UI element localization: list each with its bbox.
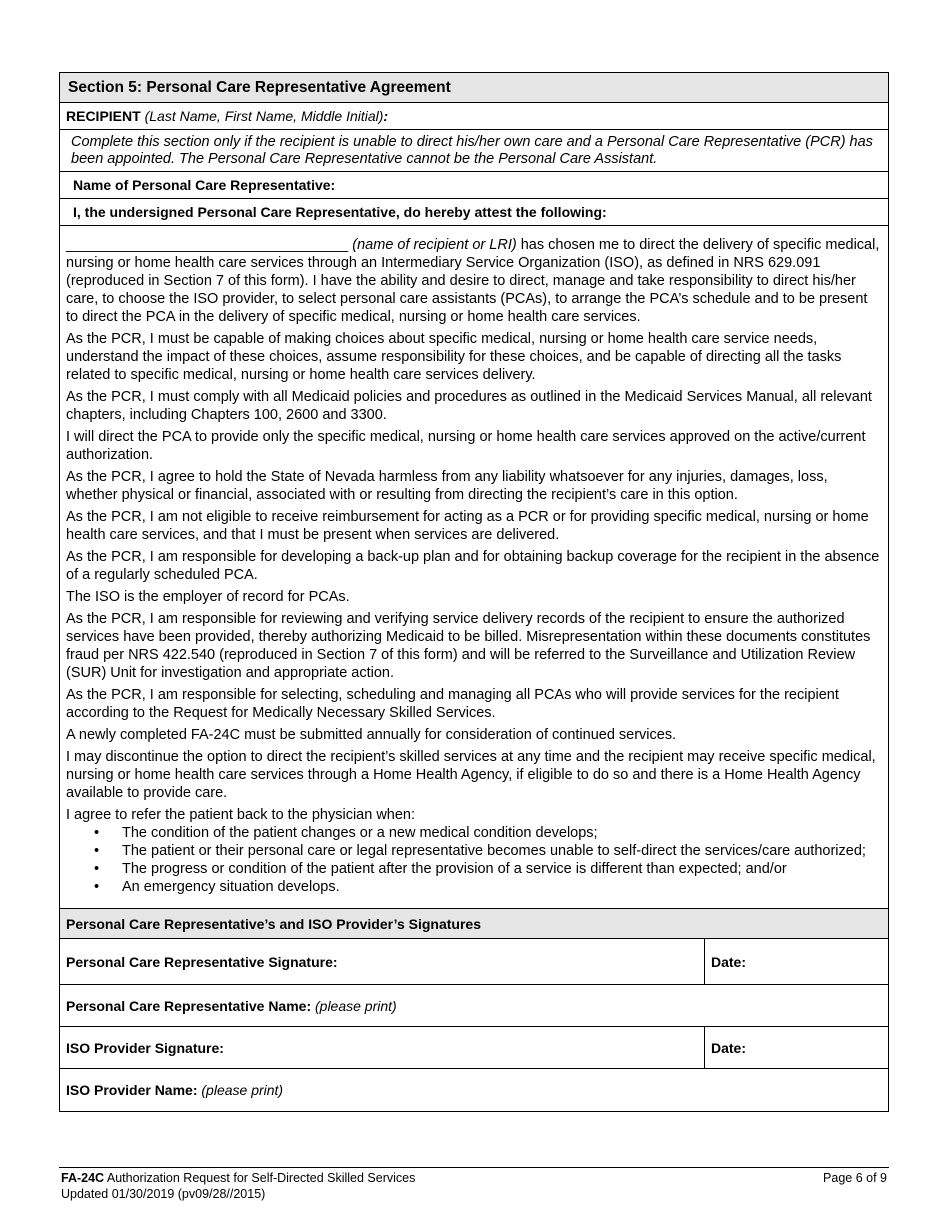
bullet-icon: • [94, 879, 100, 895]
paragraph: As the PCR, I am responsible for developing a back-up plan and for obtaining backup coverage for the recipient in the absence of a regularly scheduled PCA. [66, 549, 880, 583]
signatures-heading: Personal Care Representative’s and ISO Provider’s Signatures [60, 909, 888, 939]
section-title: Section 5: Personal Care Representative Agreement [60, 73, 888, 103]
iso-print-name-label: ISO Provider Name: [66, 1082, 198, 1098]
list-item [94, 878, 882, 896]
pcr-signature-field[interactable]: Personal Care Representative Signature: [60, 939, 705, 984]
pcr-agreement-form [59, 72, 889, 1112]
list-item-text: The progress or condition of the patient after the provision of a service is different than expected; and/or [122, 861, 787, 877]
pcr-print-name-hint: (please print) [315, 997, 397, 1014]
recipient-label: RECIPIENT [66, 108, 141, 124]
paragraph: As the PCR, I am responsible for reviewing and verifying service delivery records of the recipient to ensure the authorized services have been provided, thereby authorizing Medicaid to be billed. Misrepresentation within these documents constitutes fraud per NRS 422.540 (reproduced in Section 7 of this form) and will be referred to the Surveillance and Utilization Review (SUR) Unit for investigation and appropriate action. [66, 611, 871, 681]
list-item-text: An emergency situation develops. [122, 879, 340, 895]
paragraph: The ISO is the employer of record for PCAs. [66, 589, 350, 605]
paragraph: A newly completed FA-24C must be submitted annually for consideration of continued services. [66, 727, 677, 743]
pcr-signature-row [60, 939, 888, 985]
page-number: Page 6 of 9 [823, 1171, 887, 1185]
referral-list [66, 824, 882, 896]
pcr-print-name-label: Personal Care Representative Name: [66, 997, 312, 1014]
agreement-body [60, 226, 888, 909]
first-paragraph-text: has chosen me to direct the delivery of specific medical, nursing or home health care services through an Intermediary Service Organization (ISO), as defined in NRS 629.091 (reproduced in Section 7 of this form). I have the ability and desire to direct, manage and take responsibility to direct his/her care, to choose the ISO provider, to select personal care assistants (PCAs), to arrange the PCA’s schedule and to be present to direct the PCA in the delivery of specific medical, nursing or home health care services. [66, 237, 880, 325]
iso-date-field[interactable]: Date: [711, 1039, 747, 1056]
bullet-icon: • [94, 825, 100, 841]
recipient-colon: : [383, 108, 389, 124]
bullet-icon: • [94, 843, 100, 859]
page-footer [61, 1170, 887, 1202]
paragraph: I will direct the PCA to provide only the specific medical, nursing or home health care services approved on the active/current authorization. [66, 429, 866, 463]
iso-print-name-field[interactable] [60, 1069, 888, 1111]
recipient-name-blank[interactable]: ___________________________________ [66, 237, 349, 253]
iso-signature-field[interactable]: ISO Provider Signature: [60, 1027, 705, 1068]
iso-name-row [60, 1069, 888, 1111]
pcr-print-name-field[interactable] [60, 985, 888, 1026]
section-instructions: Complete this section only if the recipient is unable to direct his/her own care and a Personal Care Representative (PCR) has been appointed. The Personal Care Representative cannot be the Personal Care Assistant. [60, 130, 888, 172]
list-item [94, 842, 882, 860]
paragraph: I may discontinue the option to direct the recipient’s skilled services at any time and the recipient may receive specific medical, nursing or home health care services through a Home Health Agency, if eligible to do so and there is a Home Health Agency available to provide care. [66, 749, 876, 801]
list-item-text: The condition of the patient changes or a new medical condition develops; [122, 825, 598, 841]
list-item [94, 824, 882, 842]
footer-updated: Updated 01/30/2019 (pv09/28//2015) [61, 1187, 266, 1201]
paragraph: As the PCR, I agree to hold the State of Nevada harmless from any liability whatsoever for any injuries, damages, loss, whether physical or financial, associated with or resulting from directing the recipient’s care in this option. [66, 469, 828, 503]
list-item-text: The patient or their personal care or legal representative becomes unable to self-direct the services/care authorized; [122, 843, 866, 859]
first-paragraph [66, 236, 882, 326]
paragraph: As the PCR, I must be capable of making choices about specific medical, nursing or home health care service needs, understand the impact of these choices, assume responsibility for these choices, and be capable of directing all the tasks related to specific medical, nursing or home health care services delivery. [66, 331, 842, 383]
paragraph: I agree to refer the patient back to the physician when: [66, 807, 416, 823]
bullet-icon: • [94, 861, 100, 877]
pcr-name-row [60, 985, 888, 1027]
pcr-date-field[interactable]: Date: [711, 953, 747, 970]
pcr-name-field[interactable]: Name of Personal Care Representative: [60, 172, 888, 199]
footer-form-line [61, 1170, 887, 1186]
recipient-name-hint: (name of recipient or LRI) [352, 237, 517, 253]
paragraph: As the PCR, I must comply with all Medicaid policies and procedures as outlined in the Medicaid Services Manual, all relevant chapters, including Chapters 100, 2600 and 3300. [66, 389, 872, 423]
footer-form-title: Authorization Request for Self-Directed Skilled Services [106, 1171, 416, 1185]
footer-divider [59, 1167, 889, 1168]
list-item [94, 860, 882, 878]
recipient-field[interactable] [60, 103, 888, 130]
recipient-hint: (Last Name, First Name, Middle Initial) [144, 108, 384, 124]
paragraph: As the PCR, I am responsible for selecting, scheduling and managing all PCAs who will provide services for the recipient according to the Request for Medically Necessary Skilled Services. [66, 687, 839, 721]
iso-print-name-hint: (please print) [201, 1082, 284, 1098]
attest-heading: I, the undersigned Personal Care Representative, do hereby attest the following: [60, 199, 888, 226]
iso-signature-row [60, 1027, 888, 1069]
paragraph: As the PCR, I am not eligible to receive reimbursement for acting as a PCR or for providing specific medical, nursing or home health care services, and that I must be present when services are delivered. [66, 509, 869, 543]
footer-form-id: FA-24C [61, 1171, 105, 1185]
